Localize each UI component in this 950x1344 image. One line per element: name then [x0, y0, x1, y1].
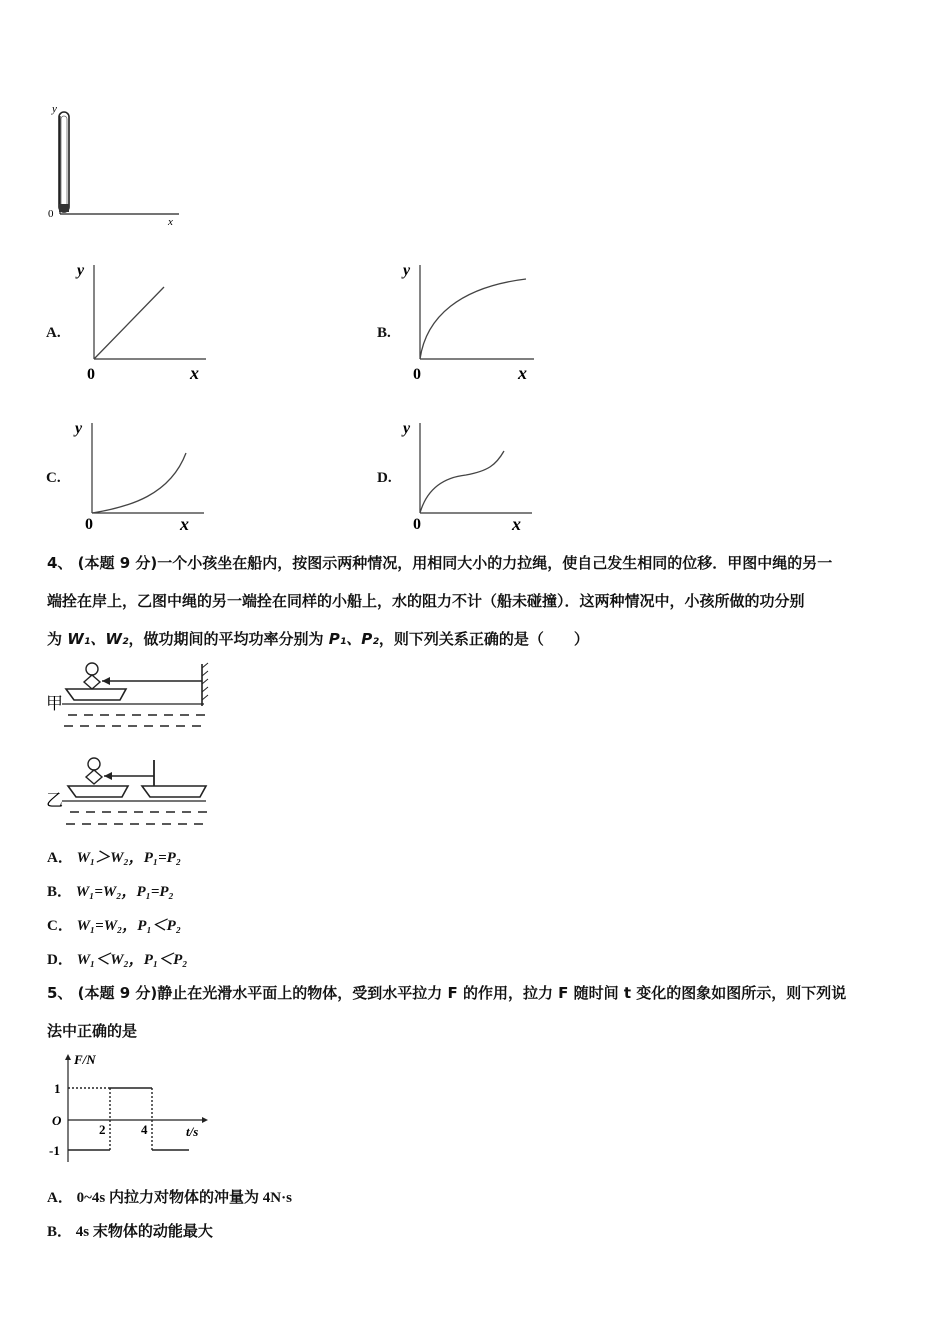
option-c-label: C.	[46, 470, 61, 486]
tube-x-label: x	[168, 216, 173, 228]
graph-option-b	[398, 255, 540, 385]
option-d-label: D.	[377, 470, 392, 486]
q4-number: 4、	[47, 554, 73, 572]
tick-minus-1: -1	[49, 1143, 60, 1158]
q4-line-3: 为 W₁、W₂，做功期间的平均功率分别为 P₁、P₂，则下列关系正确的是（ ）	[47, 630, 589, 648]
graph-a-y-label: y	[77, 262, 85, 279]
graph-d-x-label: x	[512, 514, 521, 534]
curve-s-shape	[420, 451, 504, 513]
q5-line-2: 法中正确的是	[47, 1022, 138, 1040]
graph-b-origin: 0	[413, 366, 421, 383]
q5-option-b[interactable]: B． 4s 末物体的动能最大	[47, 1224, 213, 1240]
t-axis-label: t/s	[186, 1124, 199, 1139]
q5-number: 5、	[47, 984, 73, 1002]
q4-p-vars: P₁、P₂	[328, 630, 379, 648]
q4-line-1	[47, 544, 907, 582]
graph-option-d	[398, 415, 538, 535]
curve-convex	[92, 453, 186, 513]
tick-2: 2	[99, 1122, 106, 1137]
q5-line-1	[47, 974, 907, 1012]
q5-text-1: 静止在光滑水平面上的物体，受到水平拉力 F 的作用，拉力 F 随时间 t 变化的图象如图所示，则下列说	[157, 984, 847, 1002]
q4-option-a[interactable]: A． W₁＞W₂，P₁=P₂	[47, 850, 182, 866]
curve-concave	[420, 279, 526, 359]
graph-a-origin: 0	[87, 366, 95, 383]
q4-option-c[interactable]: C． W₁=W₂，P₁＜P₂	[47, 918, 182, 934]
q4-score: (本题 9 分)	[77, 554, 158, 572]
graph-option-c	[70, 415, 210, 535]
q4-option-b[interactable]: B． W₁=W₂，P₁=P₂	[47, 884, 174, 900]
tick-4: 4	[141, 1122, 148, 1137]
graph-b-y-label: y	[403, 262, 411, 279]
label-jia: 甲	[46, 694, 63, 713]
graph-c-y-label: y	[75, 420, 83, 437]
curve-linear	[94, 287, 164, 359]
origin-o: O	[52, 1113, 62, 1128]
graph-c-x-label: x	[180, 514, 189, 534]
boat-figure-jia	[44, 658, 219, 736]
tube-origin-label: 0	[48, 208, 54, 220]
boat-figure-yi	[44, 754, 219, 834]
option-b-label: B.	[377, 325, 391, 341]
q5-score: (本题 9 分)	[77, 984, 158, 1002]
q5-option-a[interactable]: A． 0~4s 内拉力对物体的冲量为 4N·s	[47, 1190, 292, 1206]
q4-w-vars: W₁、W₂	[67, 630, 129, 648]
q4-option-d[interactable]: D． W₁＜W₂，P₁＜P₂	[47, 952, 188, 968]
graph-d-origin: 0	[413, 516, 421, 533]
graph-option-a	[72, 255, 212, 385]
graph-a-x-label: x	[190, 363, 199, 383]
graph-d-y-label: y	[403, 420, 411, 437]
q4-line-2: 端拴在岸上，乙图中绳的另一端拴在同样的小船上，水的阻力不计（船未碰撞）．这两种情况中，小孩所做的功分别	[47, 592, 805, 610]
graph-c-origin: 0	[85, 516, 93, 533]
f-axis-label: F/N	[74, 1052, 96, 1067]
force-time-graph	[44, 1050, 214, 1165]
tick-1: 1	[54, 1081, 61, 1096]
tube-axes-figure	[44, 98, 189, 230]
label-yi: 乙	[46, 791, 63, 810]
option-a-label: A.	[46, 325, 61, 341]
graph-b-x-label: x	[518, 363, 527, 383]
q4-text-1: 一个小孩坐在船内，按图示两种情况，用相同大小的力拉绳，使自己发生相同的位移．甲图中绳的另一	[157, 554, 833, 572]
tube-y-label: y	[52, 103, 57, 115]
